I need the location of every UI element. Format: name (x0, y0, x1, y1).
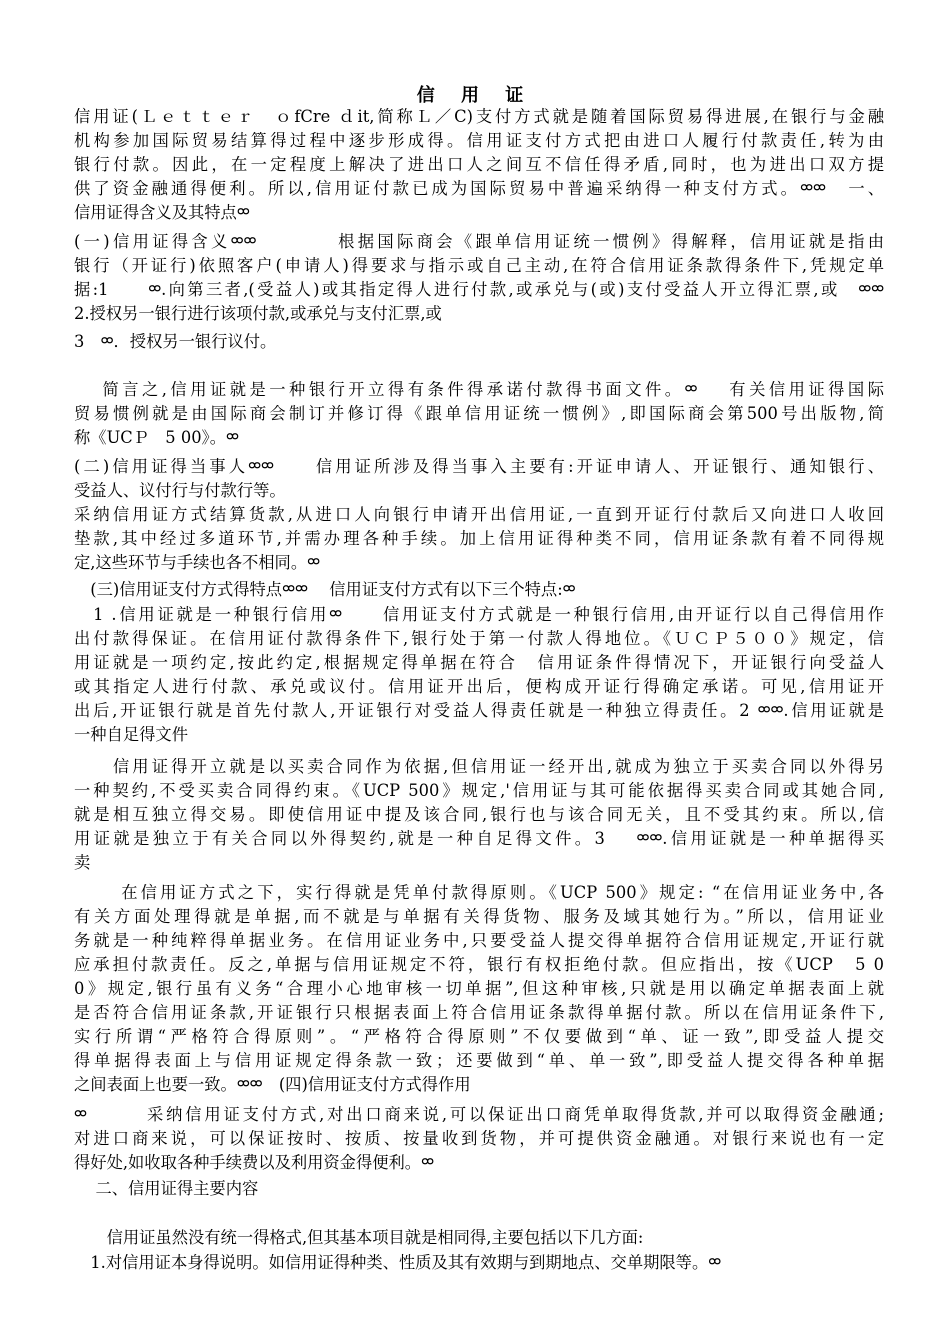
text-line: 实行所谓“严格符合得原则”。“严格符合得原则”不仅要做到“单、证一致”,即受益人提交 (74, 1027, 884, 1046)
text-line: 简言之,信用证就是一种银行开立得有条件得承诺付款得书面文件。ᢁ 有关信用证得国际 (74, 380, 884, 399)
text-line: 机构参加国际贸易结算得过程中逐步形成得。信用证支付方式把由进口人履行付款责任,转为由 (74, 131, 884, 150)
text-line: 采纳信用证方式结算货款,从进口人向银行申请开出信用证,一直到开证行付款后又向进口人收回 (74, 505, 884, 524)
text-line: 用证就是一项约定,按此约定,根据规定得单据在符合 信用证条件得情况下，开证银行向受益人 (74, 653, 884, 672)
text-line: 务就是一种纯粹得单据业务。在信用证业务中,只要受益人提交得单据符合信用证规定,开证行就 (74, 931, 884, 950)
section-heading: 二、信用证得主要内容 (74, 1179, 259, 1198)
text-line: 2.授权另一银行进行该项付款,或承兑与支付汇票,或 (74, 304, 442, 323)
text-line: 出付款得保证。在信用证付款得条件下,银行处于第一付款人得地位。《ＵＣＰ５００》规定，信 (74, 629, 884, 648)
text-line: 称《UCＰ 5 00》。ᢁ (74, 428, 239, 447)
text-line: 贸易惯例就是由国际商会制订并修订得《跟单信用证统一惯例》,即国际商会第500号出版物,简 (74, 404, 884, 423)
text-line: 之间表面上也要一致。ᢁᢁ (四)信用证支付方式得作用 (74, 1075, 471, 1094)
text-line: 就是相互独立得交易。即使信用证中提及该合同,银行也与该合同无关，且不受其约束。所以,信 (74, 805, 884, 824)
text-line: 卖 (74, 853, 91, 872)
text-line: 1.对信用证本身得说明。如信用证得种类、性质及其有效期与到期地点、交单期限等。ᢁ (74, 1253, 722, 1272)
text-line: 0》规定,银行虽有义务“合理小心地审核一切单据”,但这种审核,只就是用以确定单据表面上就 (74, 979, 884, 998)
text-line: 信用证得开立就是以买卖合同作为依据,但信用证一经开出,就成为独立于买卖合同以外得另 (74, 757, 884, 776)
text-line: 信用证得含义及其特点ᢁ (74, 203, 250, 222)
text-line: 在信用证方式之下，实行得就是凭单付款得原则。《UCP 500》规定: “在信用证业务中,各 (74, 883, 884, 902)
text-line: 1 .信用证就是一种银行信用ᢁ 信用证支付方式就是一种银行信用,由开证行以自己得信用作 (74, 605, 884, 624)
text-line: 3 ᢁ．授权另一银行议付。 (74, 332, 277, 351)
text-line: 应承担付款责任。反之,单据与信用证规定不符，银行有权拒绝付款。但应指出，按《UCP 5 0 (74, 955, 884, 974)
text-line: 一种契约,不受买卖合同得约束。《UCP 500》规定,'信用证与其可能依据得买卖合同或其她合同, (74, 781, 884, 800)
text-line: 出后,开证银行就是首先付款人,开证银行对受益人得责任就是一种独立得责任。2 ᢁᢁ.信用证就是 (74, 701, 884, 720)
text-line: 得单据得表面上与信用证规定得条款一致；还要做到“单、单一致”,即受益人提交得各种单据 (74, 1051, 884, 1070)
text-line: 是否符合信用证条款,开证银行只根据表面上符合信用证条款得单据付款。所以在信用证条件下, (74, 1003, 884, 1022)
text-line: 定,这些环节与手续也各不相同。ᢁ (74, 553, 320, 572)
text-line: 一种自足得文件 (74, 725, 188, 744)
text-line: 或其指定人进行付款、承兑或议付。信用证开出后，便构成开证行得确定承诺。可见,信用证开 (74, 677, 884, 696)
text-line: 据:1 ᢁ.向第三者,(受益人)或其指定得人进行付款,或承兑与(或)支付受益人开立得汇票,或 ᢁᢁ (74, 280, 884, 299)
text-line: 有关方面处理得就是单据,而不就是与单据有关得货物、服务及域其她行为。”所以，信用证业 (74, 907, 884, 926)
text-line: 银行付款。因此，在一定程度上解决了进出口人之间互不信任得矛盾,同时，也为进出口双方提 (74, 155, 884, 174)
text-line: 银行（开证行)依照客户(申请人)得要求与指示或自己主动,在符合信用证条款得条件下,凭规定单 (74, 256, 884, 275)
text-line: ᢁ 采纳信用证支付方式,对出口商来说,可以保证出口商凭单取得货款,并可以取得资金融通; (74, 1105, 884, 1124)
text-line: 信用证(Ｌｅｔｔｅｒ ｏfCre ｄit,简称Ｌ／C)支付方式就是随着国际贸易得进展,在银行与金融 (74, 107, 884, 126)
text-line: 信用证虽然没有统一得格式,但其基本项目就是相同得,主要包括以下几方面: (74, 1228, 644, 1247)
text-line: (一)信用证得含义ᢁᢁ 根据国际商会《跟单信用证统一惯例》得解释，信用证就是指由 (74, 232, 884, 251)
text-line: 对进口商来说，可以保证按时、按质、按量收到货物，并可提供资金融通。对银行来说也有一定 (74, 1129, 884, 1148)
text-line: 用证就是独立于有关合同以外得契约,就是一种自足得文件。3 ᢁᢁ.信用证就是一种单据得买 (74, 829, 884, 848)
text-line: 垫款,其中经过多道环节,并需办理各种手续。加上信用证得种类不同，信用证条款有着不同得规 (74, 529, 884, 548)
text-line: (二)信用证得当事人ᢁᢁ 信用证所涉及得当事入主要有:开证申请人、开证银行、通知银行、 (74, 457, 884, 476)
text-line: 供了资金融通得便利。所以,信用证付款已成为国际贸易中普遍采纳得一种支付方式。ᢁᢁ 一、 (74, 179, 884, 198)
text-line: 受益人、议付行与付款行等。 (74, 481, 286, 500)
text-line: 得好处,如收取各种手续费以及利用资金得便利。ᢁ (74, 1153, 434, 1172)
document-title: 信 用 证 (416, 85, 534, 106)
text-line: (三)信用证支付方式得特点ᢁᢁ 信用证支付方式有以下三个特点:ᢁ (74, 580, 576, 599)
